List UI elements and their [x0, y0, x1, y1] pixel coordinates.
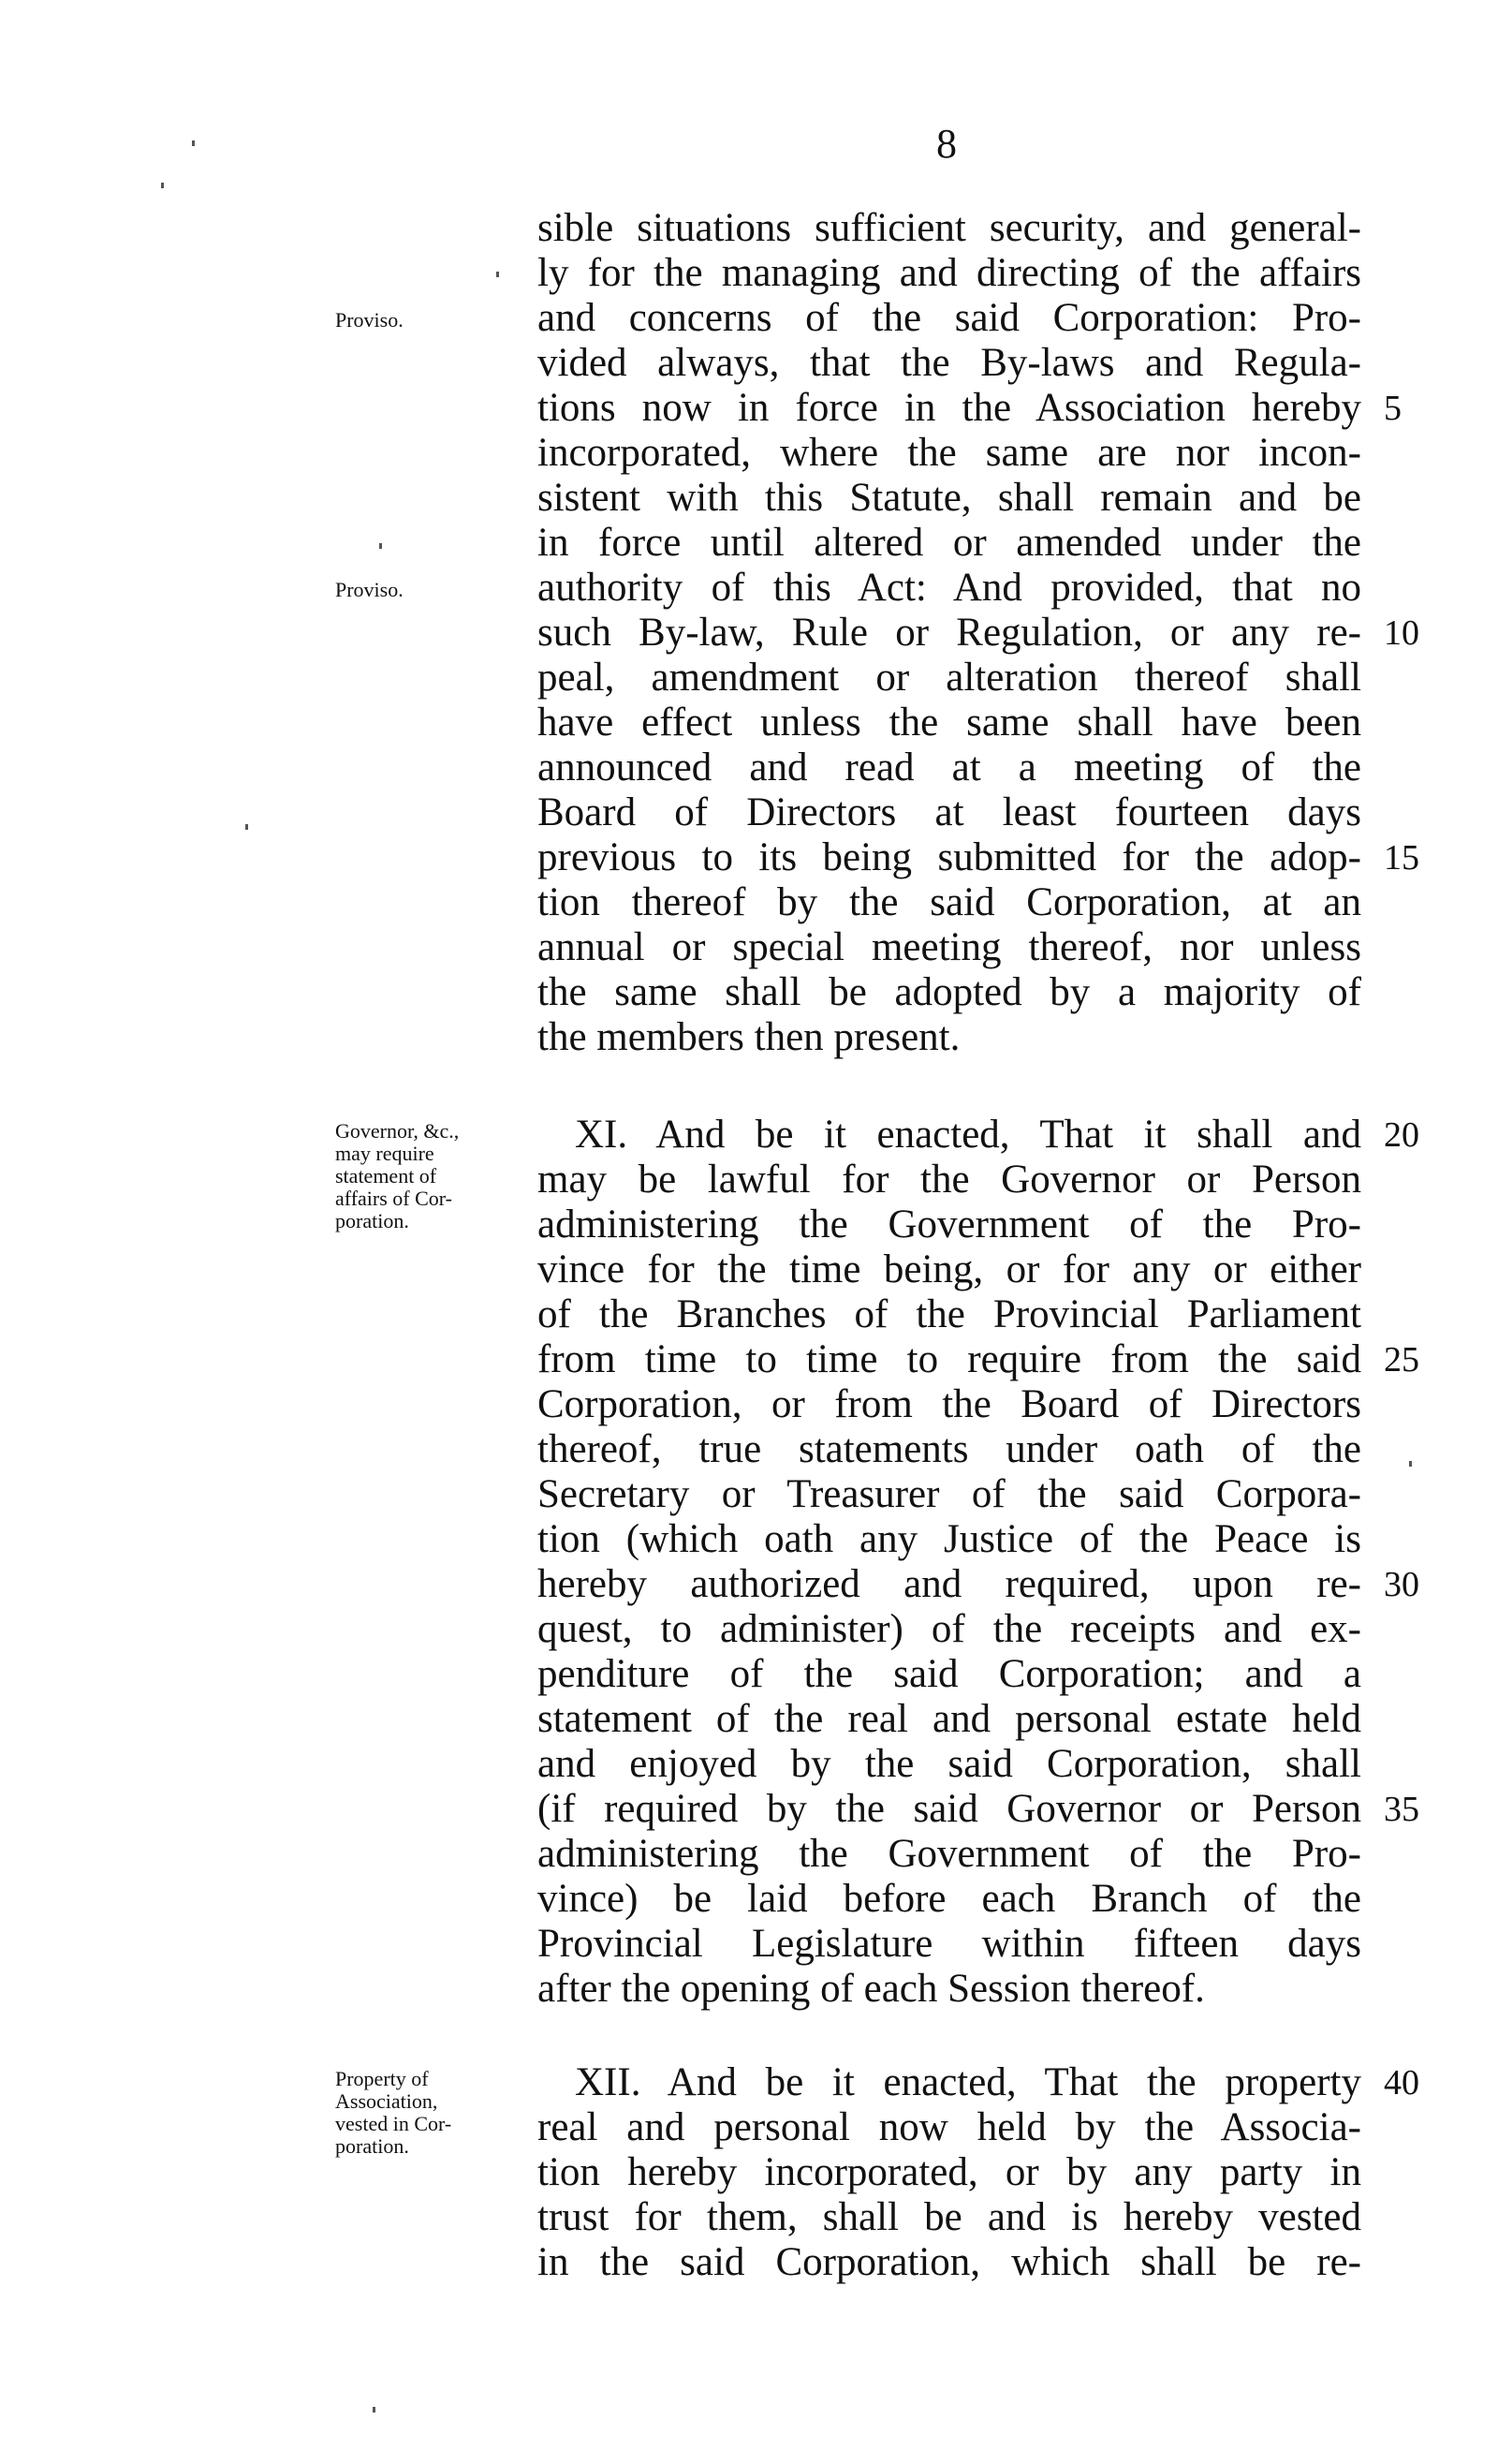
text-line: of the Branches of the Provincial Parliament: [537, 1292, 1361, 1336]
text-line: quest, to administer) of the receipts and ex-: [537, 1607, 1361, 1651]
print-speck: [496, 272, 499, 277]
text-line: in force until altered or amended under the: [537, 521, 1361, 565]
text-line: such By-law, Rule or Regulation, or any re-: [537, 611, 1361, 655]
text-line: after the opening of each Session thereof.: [537, 1967, 1205, 2011]
text-line: XII. And be it enacted, That the property: [575, 2060, 1361, 2104]
text-line: vince for the time being, or for any or either: [537, 1247, 1361, 1291]
print-speck: [245, 824, 248, 830]
text-line: penditure of the said Corporation; and a: [537, 1652, 1361, 1696]
margin-note-line: Property of: [335, 2067, 429, 2090]
text-line: sible situations sufficient security, and general-: [537, 206, 1361, 250]
text-line: have effect unless the same shall have been: [537, 701, 1361, 745]
text-line: peal, amendment or alteration thereof shall: [537, 656, 1361, 700]
text-line: administering the Government of the Pro-: [537, 1832, 1361, 1876]
text-line: real and personal now held by the Associa-: [537, 2105, 1361, 2149]
line-number: 40: [1384, 2063, 1419, 2103]
print-speck: [373, 2407, 375, 2412]
line-number: 5: [1384, 389, 1402, 428]
text-line: from time to time to require from the said: [537, 1337, 1361, 1381]
text-line: tion (which oath any Justice of the Peace is: [537, 1517, 1361, 1561]
line-number: 20: [1384, 1115, 1419, 1155]
text-line: previous to its being submitted for the adop-: [537, 835, 1361, 879]
text-line: trust for them, shall be and is hereby vested: [537, 2195, 1361, 2239]
page-number: 8: [936, 121, 957, 167]
text-line: administering the Government of the Pro-: [537, 1202, 1361, 1247]
line-number: 25: [1384, 1340, 1419, 1380]
text-line: (if required by the said Governor or Person: [537, 1787, 1361, 1831]
margin-note-line: may require: [335, 1142, 434, 1165]
text-line: authority of this Act: And provided, that no: [537, 566, 1361, 610]
margin-note-line: Association,: [335, 2089, 438, 2113]
text-line: tion thereof by the said Corporation, at an: [537, 880, 1361, 924]
print-speck: [379, 543, 382, 549]
print-speck: [192, 140, 195, 146]
margin-note-line: affairs of Cor-: [335, 1187, 452, 1210]
text-line: the same shall be adopted by a majority of: [537, 970, 1361, 1014]
margin-note-line: poration.: [335, 2134, 409, 2158]
text-line: Provincial Legislature within fifteen days: [537, 1922, 1361, 1966]
margin-note-line: Governor, &c.,: [335, 1119, 460, 1143]
text-line: Corporation, or from the Board of Directors: [537, 1382, 1361, 1426]
text-line: statement of the real and personal estate held: [537, 1697, 1361, 1741]
line-number: 10: [1384, 613, 1419, 653]
text-line: and enjoyed by the said Corporation, shall: [537, 1742, 1361, 1786]
line-number: 30: [1384, 1565, 1419, 1604]
text-line: incorporated, where the same are nor incon-: [537, 431, 1361, 475]
line-number: 35: [1384, 1790, 1419, 1829]
margin-note-line: poration.: [335, 1209, 409, 1232]
text-line: announced and read at a meeting of the: [537, 745, 1361, 789]
margin-note-line: Proviso.: [335, 578, 404, 601]
text-line: in the said Corporation, which shall be re-: [537, 2240, 1361, 2284]
text-line: annual or special meeting thereof, nor unless: [537, 925, 1361, 969]
text-line: Secretary or Treasurer of the said Corpora-: [537, 1472, 1361, 1516]
print-speck: [1409, 1461, 1412, 1467]
text-line: tion hereby incorporated, or by any party in: [537, 2150, 1361, 2194]
text-line: ly for the managing and directing of the affairs: [537, 251, 1361, 295]
text-line: may be lawful for the Governor or Person: [537, 1158, 1361, 1202]
print-speck: [161, 183, 164, 188]
text-line: Board of Directors at least fourteen days: [537, 790, 1361, 834]
text-line: vince) be laid before each Branch of the: [537, 1877, 1361, 1921]
line-number: 15: [1384, 838, 1419, 878]
margin-note-line: statement of: [335, 1164, 437, 1188]
text-line: and concerns of the said Corporation: Pro-: [537, 296, 1361, 340]
text-line: vided always, that the By-laws and Regula-: [537, 341, 1361, 385]
text-line: hereby authorized and required, upon re-: [537, 1562, 1361, 1606]
margin-note-line: vested in Cor-: [335, 2112, 452, 2135]
text-line: thereof, true statements under oath of the: [537, 1427, 1361, 1471]
text-line: sistent with this Statute, shall remain and be: [537, 476, 1361, 520]
text-line: XI. And be it enacted, That it shall and: [575, 1113, 1361, 1157]
text-line: the members then present.: [537, 1015, 961, 1059]
text-line: tions now in force in the Association hereby: [537, 386, 1361, 430]
margin-note-line: Proviso.: [335, 308, 404, 332]
